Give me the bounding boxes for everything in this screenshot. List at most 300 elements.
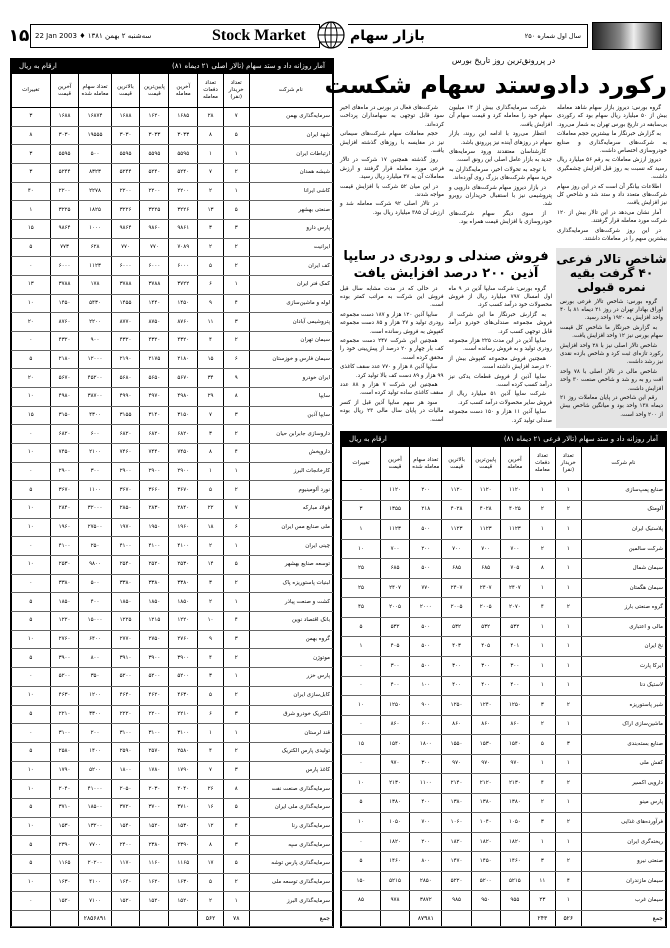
- cell-value: ۶۲۸: [79, 238, 111, 257]
- cell-value: ۵۲۴۴: [111, 164, 140, 183]
- cell-value: ۱۳۸۰: [380, 793, 409, 813]
- cell-value: ۲۰۰: [410, 832, 442, 852]
- cell-value: ۱۳: [198, 201, 224, 220]
- cell-value: ۳: [223, 630, 249, 649]
- cell-value: ۲۱۹۰: [111, 350, 140, 369]
- cell-value: ۲۵: [342, 578, 381, 598]
- cell-value: ۶۸۲۰: [50, 425, 79, 444]
- cell-value: ۸: [198, 836, 224, 855]
- cell-value: ۴۹۸۰: [50, 388, 79, 407]
- cell-value: ۷۴۴۰: [140, 444, 169, 463]
- company-name: سیمان فارس و خوزستان: [249, 350, 332, 369]
- cell-value: ۱۱۲۰: [442, 481, 471, 501]
- cell-value: ۳۰۳۰: [111, 126, 140, 145]
- cell-value: ۳۲۲۶: [111, 201, 140, 220]
- total-value: ۲۴۳: [529, 911, 555, 927]
- cell-value: ۱۰: [12, 780, 51, 799]
- cell-value: ۴: [198, 332, 224, 351]
- cell-value: ۱۲۰۰: [79, 686, 111, 705]
- cell-value: ۱: [529, 578, 555, 598]
- cell-value: ۹: [198, 294, 224, 313]
- table-row: [12, 817, 333, 836]
- second-article-body: [340, 285, 552, 427]
- cell-value: ۱: [223, 182, 249, 201]
- cell-value: ۲: [198, 537, 224, 556]
- cell-value: ۲۷۶۰: [169, 630, 198, 649]
- cell-value: ۶۰۰۰: [140, 257, 169, 276]
- main-hall-table: [10, 58, 334, 928]
- cell-value: ۵۶۵۰: [140, 369, 169, 388]
- column-header: تغییرات: [342, 447, 381, 481]
- cell-value: ۱: [529, 481, 555, 501]
- cell-value: ۳۱۰۰: [140, 724, 169, 743]
- paragraph: شرکت سرمایه‌گذاری بیش از ۱۴ میلیون سهام خود را معامله کرد و قیمت سهام آن افزایش یافت.: [449, 105, 552, 128]
- cell-value: ۹۸۶۱: [169, 220, 198, 239]
- cell-value: ۶۰۰: [79, 425, 111, 444]
- cell-value: ۲۵۸۰: [169, 742, 198, 761]
- cell-value: ۲۴۰۷: [500, 578, 529, 598]
- paragraph: با توجه به تحولات اخیر، سرمایه‌گذاران به خرید سهام شرکت‌های بزرگ روی آورده‌اند.: [449, 166, 552, 182]
- cell-value: ۷۷۰۰: [79, 836, 111, 855]
- cell-value: ۱۰: [342, 539, 381, 559]
- table-row: [342, 715, 666, 735]
- company-name: سایپا آذین: [249, 406, 332, 425]
- cell-value: ۰: [342, 481, 381, 501]
- cell-value: ۲۷۶۰: [50, 630, 79, 649]
- cell-value: ۳: [12, 145, 51, 164]
- cell-value: ۲۲۰۰: [50, 182, 79, 201]
- company-name: سرمایه‌گذاری البرز: [249, 892, 332, 911]
- cell-value: ۳۵۰: [79, 668, 111, 687]
- cell-value: ۵۲۰۰: [471, 871, 500, 891]
- cell-value: ۵۵۹۵: [169, 145, 198, 164]
- cell-value: ۳: [198, 668, 224, 687]
- company-name: پتروشیمی آبادان: [249, 313, 332, 332]
- cell-value: ۱۰: [342, 774, 381, 794]
- cell-value: ۵۵۹۵: [140, 145, 169, 164]
- cell-value: ۹۰۰: [410, 696, 442, 716]
- cell-value: ۶: [223, 350, 249, 369]
- cell-value: ۱۰: [12, 388, 51, 407]
- cell-value: ۱: [529, 832, 555, 852]
- cell-value: ۴۰۲۸: [471, 500, 500, 520]
- cell-value: ۱: [223, 668, 249, 687]
- cell-value: ۳۲۲۵: [50, 201, 79, 220]
- cell-value: ۱۶۴۰: [111, 873, 140, 892]
- second-article-headline: فروش صندلی و رودری در سایپا آذین ۲۰۰ درصد افزایش یافت: [343, 248, 549, 281]
- cell-value: ۱۶۲۰: [140, 873, 169, 892]
- table-row: [342, 676, 666, 696]
- cell-value: ۷۴۵۰: [169, 444, 198, 463]
- cell-value: ۲۰۰: [410, 539, 442, 559]
- cell-value: ۵۳۲: [500, 617, 529, 637]
- paragraph: سایپا آذین ۱۱ هزار و ۱۵۰ دست مجموعه صندلی تولید کرد.: [448, 409, 552, 424]
- cell-value: ۳۳۸۰: [140, 574, 169, 593]
- cell-value: ۱۵۲۰: [169, 892, 198, 911]
- table-title: آمار روزانه داد و ستد سهام (تالار فرعی ۲۱ دیماه ۸۱): [503, 435, 658, 444]
- cell-value: ۲۰۴۰: [50, 780, 79, 799]
- table-row: [12, 686, 333, 705]
- paragraph: همچنین این شرکت ۲۴۷ دست مجموعه کف بار چهار و ۲۰ درصد از پیش‌بینی خود را محقق کرده است.: [340, 337, 444, 361]
- cell-value: ۳: [223, 836, 249, 855]
- paragraph: در تالار اصلی ۹۲ شرکت معامله شد و ارزش آن ۳۸۵ میلیارد ریال بود.: [340, 201, 444, 216]
- cell-value: ۲۹۰۰: [140, 462, 169, 481]
- company-name: شیشه همدان: [249, 164, 332, 183]
- company-name: لاستیک دنا: [581, 676, 665, 696]
- cell-value: ۵۳۲: [380, 617, 409, 637]
- cell-value: ۲۹۰۰: [111, 462, 140, 481]
- cell-value: ۱: [555, 754, 581, 774]
- cell-value: ۱: [555, 832, 581, 852]
- table-row: [12, 481, 333, 500]
- cell-value: ۲: [555, 500, 581, 520]
- article-column-3: [340, 104, 444, 245]
- cell-value: ۱۴۴۰: [140, 294, 169, 313]
- total-value: [140, 911, 169, 927]
- cell-value: ۴۱۰۰۰: [79, 780, 111, 799]
- cell-value: ۳۷۱۰: [169, 798, 198, 817]
- cell-value: ۱۰: [12, 444, 51, 463]
- cell-value: ۰: [12, 462, 51, 481]
- company-name: سیمان شمال: [581, 559, 665, 579]
- company-name: صنعتی بهشهر: [249, 201, 332, 220]
- cell-value: ۱۰۴۰: [471, 813, 500, 833]
- cell-value: ۲: [198, 593, 224, 612]
- cell-value: ۴: [223, 817, 249, 836]
- cell-value: ۱: [529, 676, 555, 696]
- cell-value: ۰: [342, 676, 381, 696]
- cell-value: ۳۱۴۰: [140, 406, 169, 425]
- cell-value: ۴۰۰: [442, 676, 471, 696]
- cell-value: ۱۵: [342, 735, 381, 755]
- company-name: کاغذ پارس: [249, 761, 332, 780]
- cell-value: ۴۹۹۰: [111, 388, 140, 407]
- cell-value: ۳۹۰۰: [140, 649, 169, 668]
- cell-value: ۸۷۵۰: [140, 313, 169, 332]
- cell-value: ۱۰۵۰: [380, 813, 409, 833]
- table-row: [12, 854, 333, 873]
- cell-value: ۱۸۰۰: [410, 735, 442, 755]
- total-value: [380, 911, 409, 927]
- cell-value: ۷۴۵۰: [50, 444, 79, 463]
- cell-value: ۱: [555, 656, 581, 676]
- column-header: آخرین قیمت: [50, 74, 79, 108]
- cell-value: ۳۰۰: [471, 656, 500, 676]
- total-label: جمع: [249, 911, 332, 927]
- cell-value: ۳۶۶۰: [140, 481, 169, 500]
- table-row: [342, 793, 666, 813]
- company-name: پارس خزر: [249, 668, 332, 687]
- table-unit: ارقام به ریال: [349, 435, 387, 444]
- cell-value: ۱۹۶۰: [50, 518, 79, 537]
- company-name: کشت و صنعت پیاذر: [249, 593, 332, 612]
- cell-value: ۵: [223, 798, 249, 817]
- cell-value: ۴۵۲۰۰: [79, 369, 111, 388]
- cell-value: ۸: [223, 780, 249, 799]
- cell-value: ۵: [12, 649, 51, 668]
- cell-value: ۵۲۰۰: [169, 668, 198, 687]
- cell-value: ۴۳۲۰: [50, 332, 79, 351]
- cell-value: ۶۰۰۰: [169, 257, 198, 276]
- cell-value: ۰: [12, 668, 51, 687]
- english-section-title: Stock Market: [212, 27, 306, 44]
- cell-value: ۲۲۰۰: [140, 182, 169, 201]
- cell-value: ۲۲۷۸: [79, 182, 111, 201]
- cell-value: ۱: [555, 578, 581, 598]
- cell-value: ۶۴۰۰: [79, 630, 111, 649]
- table-row: [342, 852, 666, 872]
- cell-value: ۳۰۳۰: [50, 126, 79, 145]
- column-header: تعداد دفعات معامله: [198, 74, 224, 108]
- column-header: پایین‌ترین قیمت: [140, 74, 169, 108]
- cell-value: ۱۲۲۵: [111, 612, 140, 631]
- cell-value: ۷: [198, 164, 224, 183]
- cell-value: ۲۳۹۰: [169, 836, 198, 855]
- cell-value: ۱۱۲۳: [500, 520, 529, 540]
- cell-value: ۱۲۵۰: [380, 696, 409, 716]
- cell-value: ۱۰: [12, 630, 51, 649]
- cell-value: ۴۱۰۰: [50, 537, 79, 556]
- cell-value: ۱۳۸۰: [442, 793, 471, 813]
- cell-value: ۲۵۸۰: [50, 742, 79, 761]
- cell-value: ۲۲: [198, 500, 224, 519]
- cell-value: ۲: [529, 500, 555, 520]
- cell-value: ۳۰۰: [410, 754, 442, 774]
- company-name: کابل‌سازی ایران: [249, 686, 332, 705]
- company-name: لوله و ماشین‌سازی: [249, 294, 332, 313]
- cell-value: ۵۳۲: [471, 617, 500, 637]
- table-unit: ارقام به ریال: [19, 62, 57, 70]
- cell-value: ۹: [198, 630, 224, 649]
- cell-value: ۲: [198, 182, 224, 201]
- table-row: [12, 574, 333, 593]
- cell-value: ۹۷۰: [500, 754, 529, 774]
- table-row: [342, 754, 666, 774]
- paragraph: انتظار می‌رود با ادامه این روند، بازار سهام در روزهای آینده نیز پررونق باشد.: [449, 131, 552, 146]
- cell-value: ۱۴۰۰: [79, 742, 111, 761]
- cell-value: ۷۱۰۰: [79, 892, 111, 911]
- table-row: [342, 813, 666, 833]
- company-name: سیمان تهران: [249, 332, 332, 351]
- table-row: [12, 556, 333, 575]
- cell-value: ۴۳۲۰: [140, 332, 169, 351]
- cell-value: ۲: [223, 649, 249, 668]
- total-value: ۵۶۲: [198, 911, 224, 927]
- article-kicker: در پررونق‌ترین روز تاریخ بورس: [451, 56, 556, 65]
- cell-value: ۳۷۲۲: [169, 276, 198, 295]
- cell-value: ۱۴: [198, 556, 224, 575]
- cell-value: ۱۲: [198, 817, 224, 836]
- cell-value: ۴۰۰: [500, 676, 529, 696]
- cell-value: ۳۰۳۳: [169, 126, 198, 145]
- cell-value: ۱۸۵۰: [140, 593, 169, 612]
- paragraph: شرکت سایپا آذین ۵۱ میلیارد ریال از فروش سایر محصولات درآمد کسب کرد.: [448, 391, 552, 406]
- cell-value: ۷۰۰: [410, 813, 442, 833]
- column-header: آخرین معامله: [500, 447, 529, 481]
- cell-value: ۱۸۲۰: [442, 832, 471, 852]
- table-row: [12, 313, 333, 332]
- cell-value: ۱۲۱۵: [140, 612, 169, 631]
- cell-value: ۲۸۴۰: [50, 500, 79, 519]
- paragraph: در حالی که در مدت مشابه سال قبل فروش این شرکت به مراتب کمتر بوده است.: [340, 285, 444, 309]
- cell-value: ۱۰: [342, 696, 381, 716]
- company-name: قند لرستان: [249, 724, 332, 743]
- cell-value: ۱۹۷۰: [111, 518, 140, 537]
- stock-table: [341, 446, 666, 927]
- cell-value: ۳۰۰: [442, 656, 471, 676]
- table-row: [12, 220, 333, 239]
- company-name: ایرکا پارت: [581, 656, 665, 676]
- cell-value: ۱۰: [198, 612, 224, 631]
- cell-value: ۵۶۷۰: [169, 369, 198, 388]
- cell-value: ۱۱۶۰: [140, 854, 169, 873]
- cell-value: ۱۵۲۰: [111, 892, 140, 911]
- cell-value: ۱۱۲۰: [380, 481, 409, 501]
- cell-value: ۴۶۳۰: [169, 686, 198, 705]
- table-row: [342, 559, 666, 579]
- cell-value: ۲۰۰۵: [380, 598, 409, 618]
- cell-value: ۲۲۱۰: [169, 705, 198, 724]
- cell-value: ۵: [198, 481, 224, 500]
- cell-value: ۵۰۰: [410, 520, 442, 540]
- cell-value: ۳: [223, 313, 249, 332]
- cell-value: ۵۰۰: [79, 145, 111, 164]
- table-row: [342, 696, 666, 716]
- cell-value: ۱۱۷۰: [111, 854, 140, 873]
- cell-value: ۱۴۷۰: [442, 852, 471, 872]
- cell-value: ۲: [529, 715, 555, 735]
- table-row: [342, 520, 666, 540]
- table-row: [342, 598, 666, 618]
- company-name: نخ ایران: [581, 637, 665, 657]
- company-name: فرآورده‌های غذایی: [581, 813, 665, 833]
- cell-value: ۲۰۰: [79, 724, 111, 743]
- total-row: [12, 911, 333, 927]
- paragraph: شاخص تالار اصلی نیز با ۲۸ واحد افزایش رکورد تازه‌ای ثبت کرد و شاخص بازده نقدی نیز رشد داشت.: [560, 342, 663, 366]
- cell-value: ۲۸: [198, 108, 224, 127]
- table-row: [12, 406, 333, 425]
- company-name: فولاد مبارکه: [249, 500, 332, 519]
- table-row: [12, 462, 333, 481]
- cell-value: ۱۰: [12, 500, 51, 519]
- company-name: توسعه صنایع بهشهر: [249, 556, 332, 575]
- cell-value: ۱: [555, 676, 581, 696]
- total-value: ۸۷۹۸۱: [410, 911, 442, 927]
- cell-value: ۲: [223, 238, 249, 257]
- column-header: نام شرکت: [581, 447, 665, 481]
- cell-value: ۰: [12, 892, 51, 911]
- company-name: موتوژن: [249, 649, 332, 668]
- cell-value: ۱۰: [12, 686, 51, 705]
- table-row: [12, 668, 333, 687]
- cell-value: ۳: [342, 500, 381, 520]
- cell-value: ۵۶۷۰: [50, 369, 79, 388]
- cell-value: ۱۵۲۰: [50, 892, 79, 911]
- cell-value: ۴۱۰۰: [140, 537, 169, 556]
- cell-value: ۲: [555, 813, 581, 833]
- cell-value: ۱۰: [12, 761, 51, 780]
- cell-value: ۹۸۶۴: [111, 220, 140, 239]
- paragraph: سایپا آذین از فروش قطعات یدکی نیز درآمد کسب کرده است.: [448, 373, 552, 388]
- cell-value: ۱۱: [529, 871, 555, 891]
- cell-value: ۴۰: [12, 182, 51, 201]
- company-name: سرمایه‌گذاری بهمن: [249, 108, 332, 127]
- cell-value: ۲۰: [12, 313, 51, 332]
- paragraph: شرکت‌های فعال در بورس در ماه‌های اخیر سود قابل توجهی به سهامداران پرداخت کرده‌اند.: [340, 105, 444, 128]
- cell-value: ۲۱۸: [410, 500, 442, 520]
- cell-value: ۱: [198, 724, 224, 743]
- table-row: [342, 481, 666, 501]
- table-row: [342, 656, 666, 676]
- cell-value: ۴: [555, 871, 581, 891]
- cell-value: ۲۵۴۰: [111, 556, 140, 575]
- paragraph: دیروز ارزش معاملات به رقم ۵۶ میلیارد ریال رسید که نسبت به روز قبل افزایش چشمگیری داشت.: [557, 157, 667, 181]
- cell-value: ۱۸۵۰: [111, 593, 140, 612]
- cell-value: ۱: [198, 462, 224, 481]
- cell-value: ۱۶۲۰: [140, 108, 169, 127]
- table-row: [12, 238, 333, 257]
- cell-value: ۲۸۵۰: [111, 500, 140, 519]
- cell-value: ۳: [555, 735, 581, 755]
- cell-value: ۳۳۸۰: [50, 574, 79, 593]
- table-row: [12, 780, 333, 799]
- paragraph: کارشناسان معتقدند ورود سرمایه‌های جدید به بازار عامل اصلی این رونق است.: [449, 149, 552, 164]
- cell-value: ۲۷۵۰: [140, 630, 169, 649]
- cell-value: ۹۸۰۰: [79, 556, 111, 575]
- cell-value: ۸: [223, 388, 249, 407]
- cell-value: ۶۸۲۰: [140, 425, 169, 444]
- total-value: [50, 911, 79, 927]
- company-name: سیمان مازندران: [581, 871, 665, 891]
- cell-value: ۴۰۲۸: [442, 500, 471, 520]
- stock-table: [11, 73, 333, 927]
- cell-value: ۸: [198, 444, 224, 463]
- total-value: [442, 911, 471, 927]
- cell-value: ۱۹۵۵۵: [79, 126, 111, 145]
- company-name: شهد ایران: [249, 126, 332, 145]
- cell-value: ۶: [223, 518, 249, 537]
- column-header: بالاترین قیمت: [111, 74, 140, 108]
- cell-value: ۲۵۳۰: [50, 556, 79, 575]
- cell-value: ۲۴۰۷: [471, 578, 500, 598]
- company-name: کارخانجات البرز: [249, 462, 332, 481]
- table-row: [12, 518, 333, 537]
- cell-value: ۵: [12, 705, 51, 724]
- cell-value: ۱: [223, 593, 249, 612]
- cell-value: ۱۳۸۰: [500, 793, 529, 813]
- cell-value: ۲: [223, 164, 249, 183]
- cell-value: ۷۰۰: [471, 539, 500, 559]
- cell-value: ۳: [12, 108, 51, 127]
- paragraph: از سوی دیگر سهام شرکت‌های خودروسازی با افزایش قیمت همراه بود.: [449, 210, 552, 226]
- company-name: سرمایه‌گذاری رنا: [249, 817, 332, 836]
- cell-value: ۲: [198, 892, 224, 911]
- cell-value: ۶۰۰۰: [50, 257, 79, 276]
- cell-value: ۹۷۰: [380, 754, 409, 774]
- total-row: [342, 911, 666, 927]
- cell-value: ۷۷۳: [50, 238, 79, 257]
- cell-value: ۱۰: [342, 813, 381, 833]
- cell-value: ۴۰۵: [380, 637, 409, 657]
- cell-value: ۱۱۲۰: [500, 481, 529, 501]
- cell-value: ۱۶: [198, 798, 224, 817]
- second-article: [340, 248, 552, 427]
- company-name: سرمایه‌گذاری توسعه ملی: [249, 873, 332, 892]
- cell-value: ۲۰۰۵: [471, 598, 500, 618]
- cell-value: ۱۱۶۵: [50, 854, 79, 873]
- company-name: سیمان غرب: [581, 891, 665, 911]
- table-row: [12, 425, 333, 444]
